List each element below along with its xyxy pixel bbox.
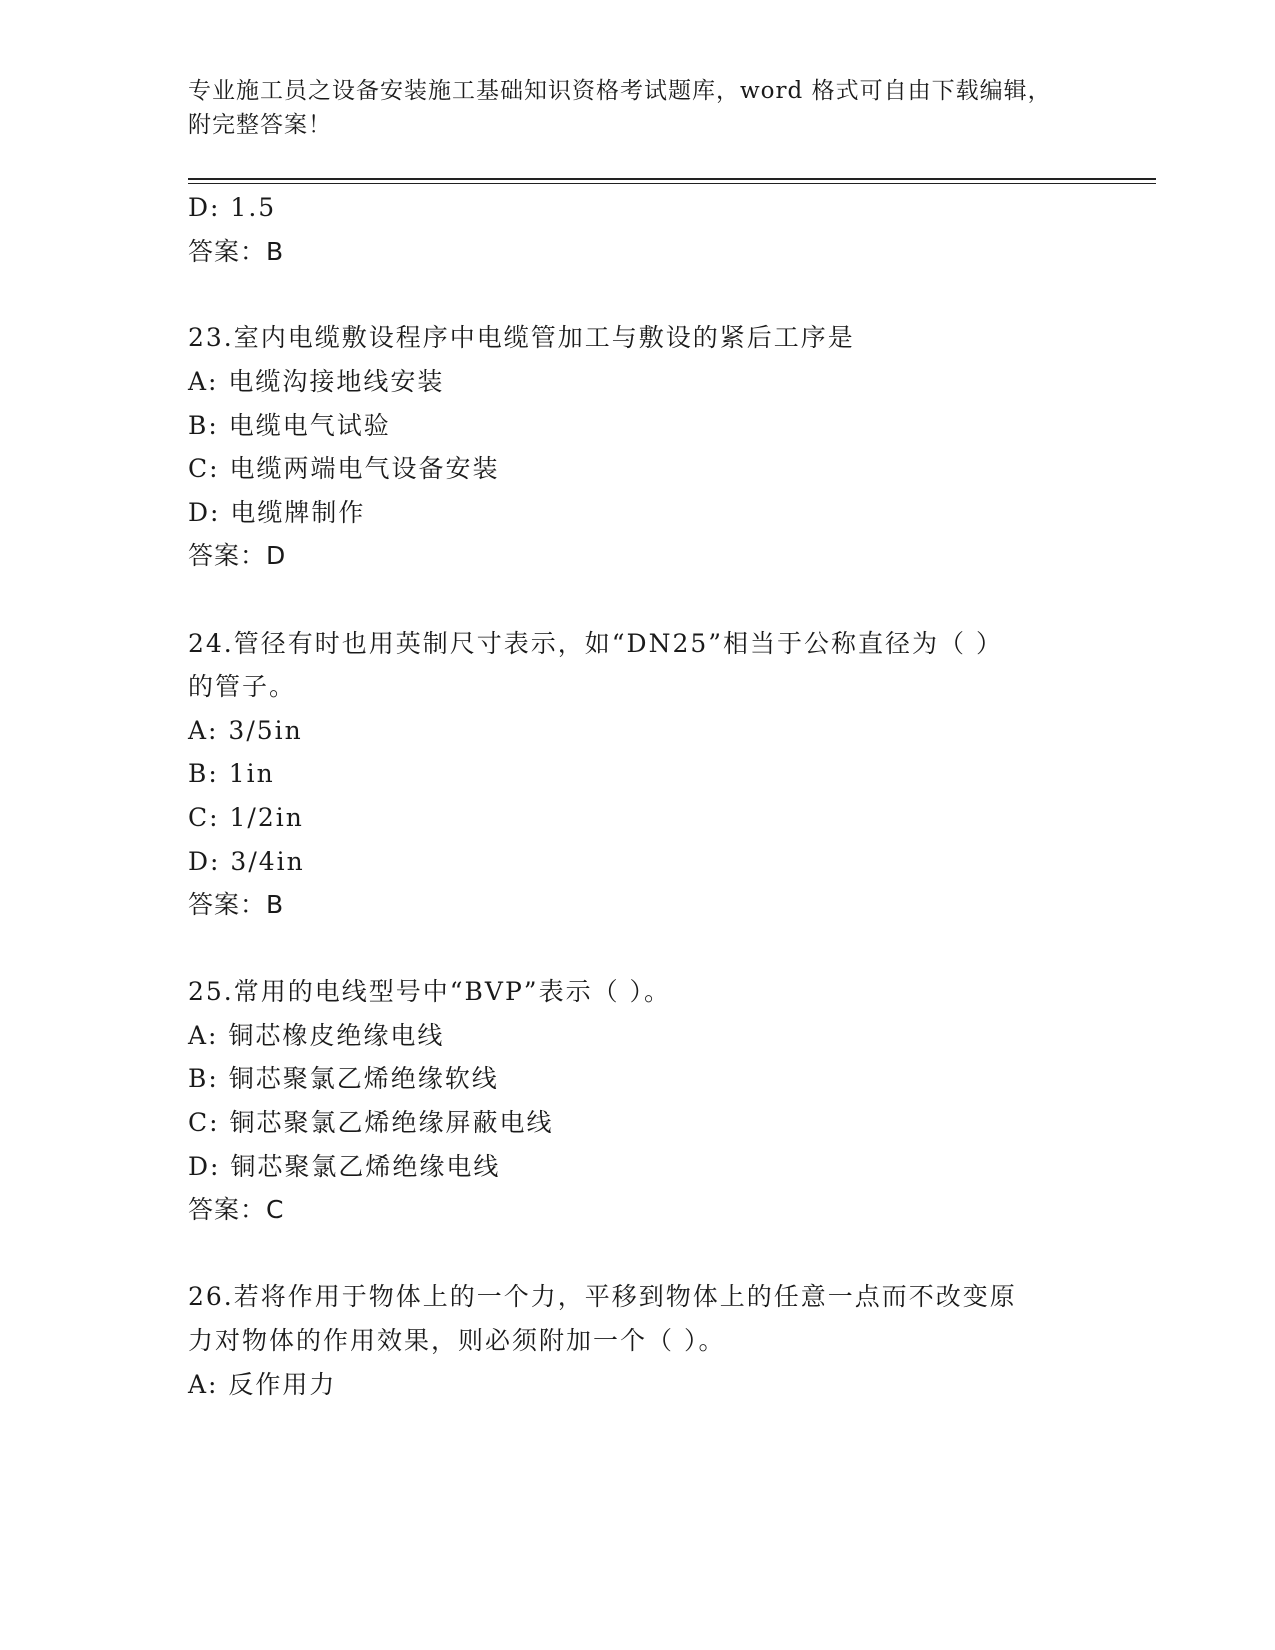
header-divider-thick <box>188 178 1156 180</box>
question-23: 23.室内电缆敷设程序中电缆管加工与敷设的紧后工序是 <box>188 323 855 352</box>
q25-option-d: D: 铜芯聚氯乙烯绝缘电线 <box>188 1152 501 1181</box>
answer-prev: 答案：B <box>188 237 285 266</box>
option-d-prev: D: 1.5 <box>188 193 277 222</box>
question-24-line-1: 24.管径有时也用英制尺寸表示，如“DN25”相当于公称直径为（ ） <box>188 629 1003 658</box>
header-divider-thin <box>188 183 1156 184</box>
q25-answer: 答案：C <box>188 1195 285 1224</box>
q26-option-a: A: 反作用力 <box>188 1370 337 1399</box>
q23-option-c: C: 电缆两端电气设备安装 <box>188 454 500 483</box>
q23-option-a: A: 电缆沟接地线安装 <box>188 367 445 396</box>
page-header <box>188 74 1088 142</box>
q25-option-b: B: 铜芯聚氯乙烯绝缘软线 <box>188 1064 499 1093</box>
q23-answer: 答案：D <box>188 541 287 570</box>
header-line-1: 专业施工员之设备安装施工基础知识资格考试题库，word 格式可自由下载编辑， <box>188 78 1052 104</box>
q24-option-a: A: 3/5in <box>188 716 303 745</box>
question-24-line-2: 的管子。 <box>188 672 297 701</box>
q24-answer: 答案：B <box>188 890 285 919</box>
q24-option-d: D: 3/4in <box>188 847 305 876</box>
q23-option-d: D: 电缆牌制作 <box>188 498 366 527</box>
q25-option-a: A: 铜芯橡皮绝缘电线 <box>188 1021 445 1050</box>
question-25: 25.常用的电线型号中“BVP”表示（ ）。 <box>188 977 672 1006</box>
q24-option-b: B: 1in <box>188 759 275 788</box>
q23-option-b: B: 电缆电气试验 <box>188 411 391 440</box>
q25-option-c: C: 铜芯聚氯乙烯绝缘屏蔽电线 <box>188 1108 554 1137</box>
q24-option-c: C: 1/2in <box>188 803 304 832</box>
question-26-line-1: 26.若将作用于物体上的一个力，平移到物体上的任意一点而不改变原 <box>188 1282 1017 1311</box>
header-line-2: 附完整答案！ <box>188 112 332 138</box>
question-26-line-2: 力对物体的作用效果，则必须附加一个（ ）。 <box>188 1326 726 1355</box>
